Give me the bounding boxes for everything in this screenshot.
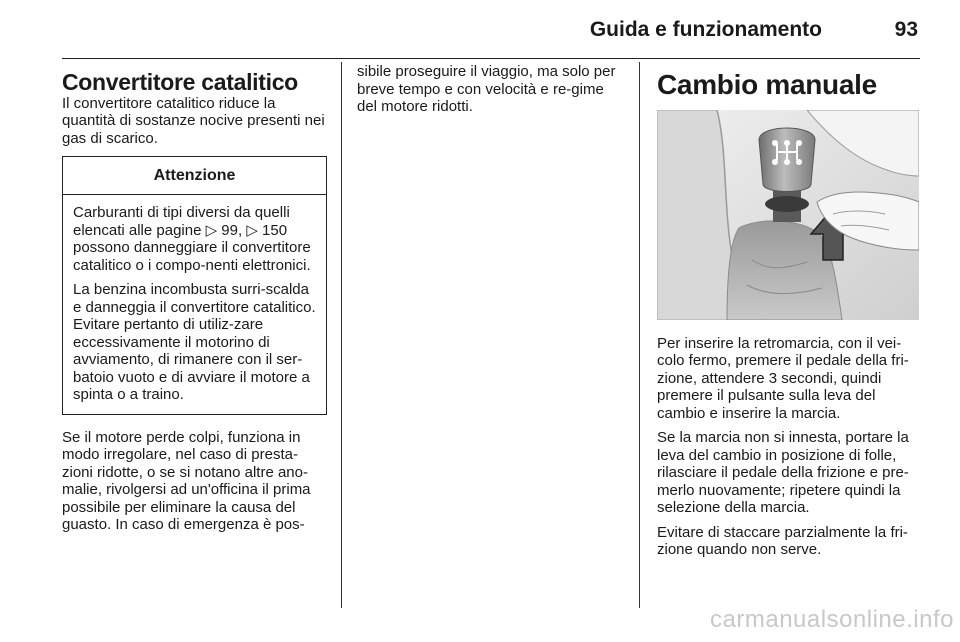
middle-column — [357, 63, 622, 116]
warning-paragraph-1: Carburanti di tipi diversi da quelli elencati alle pagine ▷ 99, ▷ 150 possono danneggiare il convertitore catalitico o i compo-nenti elettronici. — [73, 204, 311, 274]
warning-box — [62, 156, 327, 415]
gear-not-engaging-paragraph: Se la marcia non si innesta, portare la leva del cambio in posizione di folle, rilasciare il pedale della frizione e pre-merlo nuovamente; ripetere quindi la selezione della marcia. — [657, 429, 909, 516]
header-title: Guida e funzionamento — [589, 18, 822, 41]
intro-paragraph: Il convertitore catalitico riduce la quantità di sostanze nocive presenti nei gas di scarico. — [62, 94, 325, 147]
gear-lever-drawing — [657, 110, 919, 320]
left-column — [62, 60, 327, 534]
continued-paragraph: sibile proseguire il viaggio, ma solo per breve tempo e con velocità e re-gime del motore ridotti. — [357, 63, 616, 115]
page-number: 93 — [894, 18, 918, 41]
gear-lever-illustration — [657, 110, 919, 320]
warning-heading: Attenzione — [63, 157, 326, 195]
clutch-advice-paragraph: Evitare di staccare parzialmente la fri-zione quando non serve. — [657, 523, 908, 558]
column-divider-left — [341, 62, 342, 608]
page-header — [0, 0, 960, 60]
right-column — [657, 60, 920, 559]
warning-paragraph-2: La benzina incombusta surri-scalda e danneggia il convertitore catalitico. Evitare pertanto di utiliz-zare eccessivamente il motorino di avviamento, di rimanere con il ser-batoio vuoto e di avviare il motore a spinta o a traino. — [73, 281, 316, 403]
section-title-manual-gearbox: Cambio manuale — [657, 69, 877, 100]
warning-body — [63, 195, 326, 414]
watermark-text: carmanualsonline.info — [710, 606, 954, 633]
header-rule — [62, 58, 920, 59]
section-title-catalytic-converter: Convertitore catalitico — [62, 69, 298, 95]
body-paragraph: Se il motore perde colpi, funziona in modo irregolare, nel caso di presta-zioni ridotte, o se si notano altre ano-malie, rivolgersi ad un'officina il prima possibile per eliminare la causa del guasto. In caso di emergenza è pos- — [62, 428, 311, 533]
reverse-gear-paragraph: Per inserire la retromarcia, con il vei-colo fermo, premere il pedale della fri-zione, attendere 3 secondi, quindi premere il pulsante sulla leva del cambio e inserire la marcia. — [657, 334, 909, 422]
column-divider-right — [639, 62, 640, 608]
